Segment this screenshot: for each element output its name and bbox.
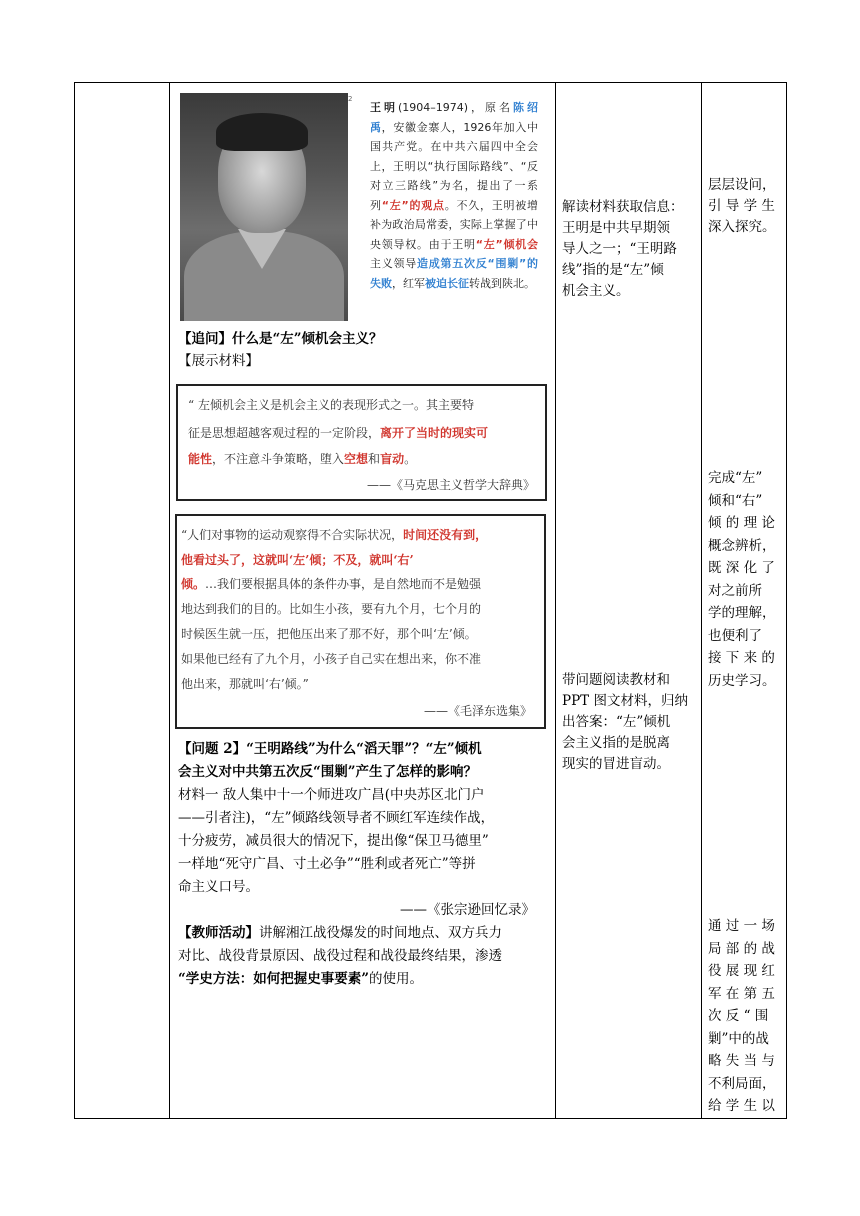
design-intent-2: 完成“左” 倾和“右” 倾 的 理 论 概念辨析， 既 深 化 了 对之前所 学的理解， 也便利了 接 下 来 的 历史学习。 bbox=[708, 470, 776, 689]
column-divider bbox=[701, 83, 702, 1118]
material-source: ——《张宗逊回忆录》 bbox=[400, 902, 535, 918]
quote-line: 倾。…我们要根据具体的条件办事，是自然地而不是勉强 bbox=[181, 577, 482, 591]
material-line: ——引者注)，“左”倾路线领导者不顾红军连续作战， bbox=[178, 810, 495, 826]
material-line: 十分疲劳，减员很大的情况下，提出像“保卫马德里” bbox=[178, 833, 489, 849]
quote-source: ——《马克思主义哲学大辞典》 bbox=[366, 478, 535, 492]
quote-line: 时候医生就一压，把他压出来了那不好，那个叫‘左’倾。 bbox=[181, 627, 477, 641]
student-activity-1: 解读材料获取信息： 王明是中共早期领 导人之一；“王明路 线”指的是“左”倾 机会主义。 bbox=[562, 199, 684, 299]
quote-box-dictionary bbox=[176, 384, 547, 501]
column-divider bbox=[555, 83, 556, 1118]
quote-line: 能性，不注意斗争策略，堕入空想和盲动。 bbox=[188, 452, 417, 466]
teacher-activity: 【教师活动】讲解湘江战役爆发的时间地点、双方兵力 bbox=[178, 925, 502, 941]
quote-line: “人们对事物的运动观察得不合实际状况，时间还没有到， bbox=[181, 528, 488, 542]
wang-ming-bio-card bbox=[180, 93, 540, 321]
material-line: 一样地“死守广昌、寸土必争”“胜利或者死亡”等拼 bbox=[178, 856, 476, 872]
material-line: 命主义口号。 bbox=[178, 879, 259, 895]
design-intent-1: 层层设问， 引 导 学 生 深入探究。 bbox=[708, 177, 776, 235]
quote-line: 他看过头了，这就叫‘左’倾；不及，就叫‘右’ bbox=[181, 553, 414, 567]
show-material-label: 【展示材料】 bbox=[178, 353, 259, 369]
quote-source: ——《毛泽东选集》 bbox=[423, 704, 532, 718]
question-2: 【问题 2】“王明路线”为什么“滔天罪”？“左”倾机 bbox=[178, 741, 482, 757]
student-activity-2: 带问题阅读教材和 PPT 图文材料，归纳 出答案：“左”倾机 会主义指的是脱离 现实的冒进盲动。 bbox=[562, 672, 688, 772]
bio-text: 王明(1904–1974)，原名陈绍禹，安徽金寨人，1926年加入中国共产党。在中共六届四中全会上，王明以“执行国际路线”、“反对立三路线”为名，提出了一系列“左”的观点。不久，王明被增补为政治局常委，实际上掌握了中央领导权。由于王明“左”倾机会主义领导造成第五次反“围剿”的失败，红军被迫长征转战到陕北。 bbox=[370, 101, 539, 290]
teacher-activity-line: 对比、战役背景原因、战役过程和战役最终结果，渗透 bbox=[178, 948, 502, 964]
quote-line: 地达到我们的目的。比如生小孩，要有九个月，七个月的 bbox=[181, 602, 482, 616]
wang-ming-portrait bbox=[180, 93, 348, 321]
teacher-activity-line: “学史方法：如何把握史事要素”的使用。 bbox=[178, 971, 424, 987]
quote-line: “ 左倾机会主义是机会主义的表现形式之一。其主要特 bbox=[188, 398, 474, 412]
quote-line: 如果他已经有了九个月，小孩子自己实在想出来，你不准 bbox=[181, 652, 482, 666]
follow-up-question: 【追问】什么是“左”倾机会主义？ bbox=[178, 331, 383, 347]
quote-line: 他出来，那就叫‘右’倾。” bbox=[181, 677, 309, 691]
page-mark: 2 bbox=[348, 95, 353, 103]
column-divider bbox=[169, 83, 170, 1118]
question-2-cont: 会主义对中共第五次反“围剿”产生了怎样的影响？ bbox=[178, 764, 478, 780]
design-intent-3: 通 过 一 场 局 部 的 战 役 展 现 红 军 在 第 五 次 反 “ 围 剿”中的战 略 失 当 与 不利局面， 给 学 生 以 bbox=[708, 918, 776, 1114]
quote-line: 征是思想超越客观过程的一定阶段，离开了当时的现实可 bbox=[188, 426, 489, 440]
material-line: 材料一 敌人集中十一个师进攻广昌(中央苏区北门户 bbox=[178, 787, 485, 803]
quote-box-mao bbox=[175, 514, 546, 729]
